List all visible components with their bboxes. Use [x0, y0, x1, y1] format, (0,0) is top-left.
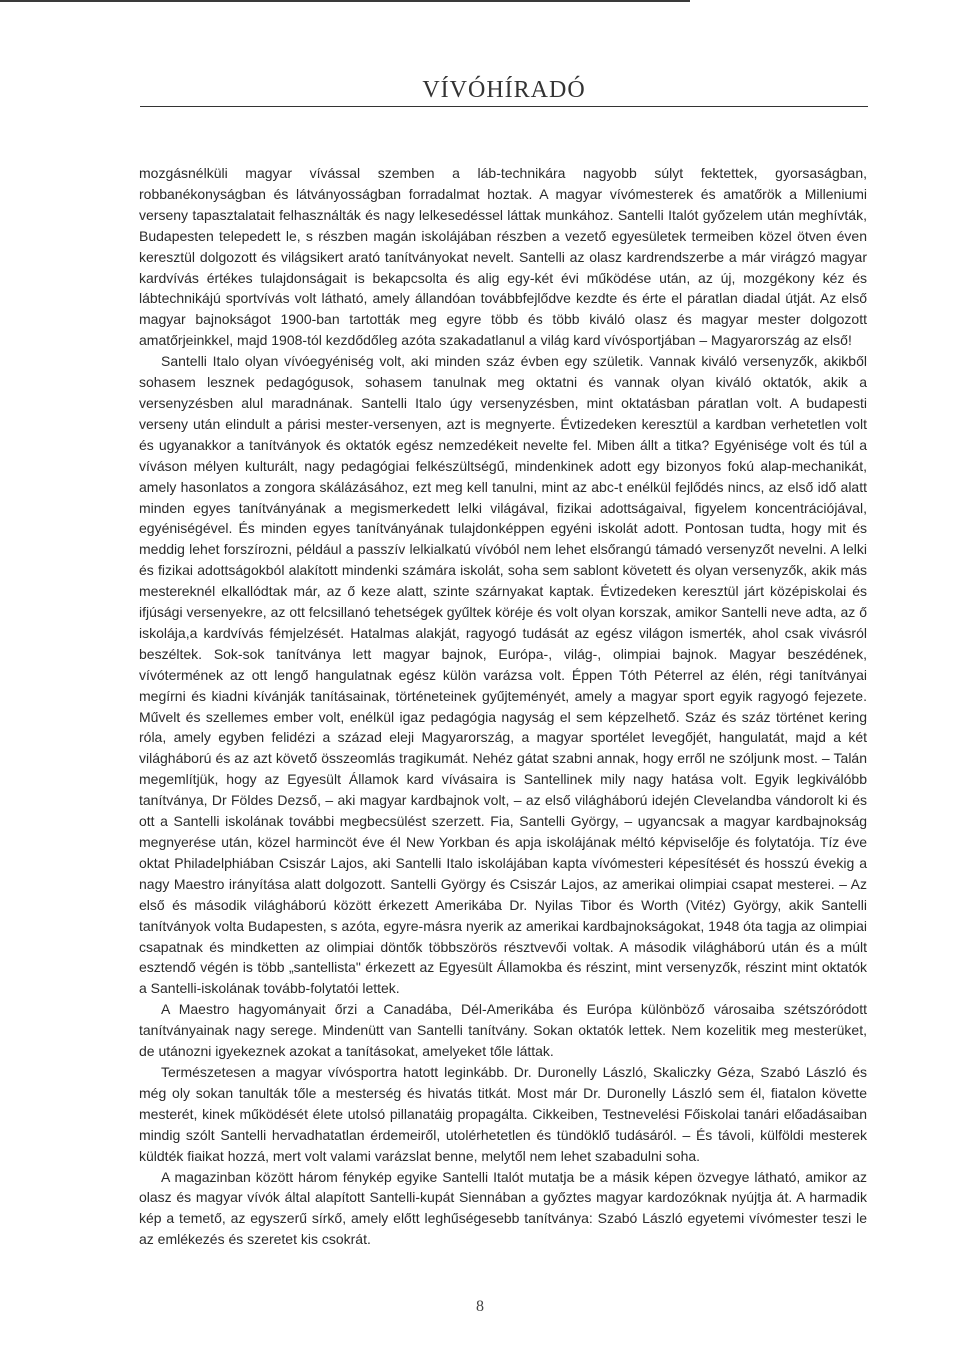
paragraph-5: A magazinban között három fénykép egyike Santelli Italót mutatja be a másik képen özvegye látható, amikor az olasz és magyar vívók által alapított Santelli-kupát Siennában a győztes magyar kardozóknak nyújtja át. A harmadik kép a temető, az egyszerű sírkő, amely előtt leghűségesebb tanítványa: Szabó László egyetemi vívómester teszi le az emlékezés és szeretet kis csokrát. [139, 1168, 867, 1248]
top-scan-rule [0, 0, 690, 7]
running-header [140, 76, 868, 107]
page-title: VÍVÓHÍRADÓ [422, 77, 586, 103]
paragraph-4: Természetesen a magyar vívósportra hatott leginkább. Dr. Duronelly László, Skaliczky Géza, Szabó László és még oly sokan tanulták tőle a mesterség és hivatás titkát. Most már Dr. Duronelly László sem él, fiatalon követte mesterét, kinek működését élete utolsó pillanatáig propagálta. Cikkeiben, Testnevelési Főiskolai tanári előadásaiban mindig szólt Santelli hervadhatatlan érdemeiről, utolérhetetlen és tündöklő tudásáról. – És távoli, külföldi mesterek küldték fiaikat hozzá, mert volt valami varázslat benne, melytől nem lehet szabadulni soha. [139, 1063, 867, 1164]
article-body [139, 163, 867, 1250]
page-number: 8 [476, 1298, 484, 1315]
paragraph-3: A Maestro hagyományait őrzi a Canadába, Dél-Amerikába és Európa különböző városaiba szétszóródott tanítványainak nagy serege. Mindenütt van Santelli tanítvány. Sokan oktatók lettek. Nem kozelitik meg mesterüket, de utánozni igyekeznek azokat a tanításokat, amelyeket tőle láttak. [139, 1001, 867, 1060]
paragraph-1: mozgásnélküli magyar vívással szemben a láb-technikára nagyobb súlyt fektettek, gyorsaságban, robbanékonyságban és látványosságban forradalmat hoztak. A magyar vívómesterek és amatőrök a Milleniumi verseny tapasztalatait felhasználták és nagy lelkesedéssel láttak munkához. Santelli Italót győzelem után meghívták, Budapesten telepedett le, s részben magán iskolájában részben a vezető egyesületek termeiben közel ötven éven keresztül dolgozott és világsikert arató tanítványokat nevelt. Santelli az olasz kardrendszerbe a már virágzó magyar kardvívás értékes tulajdonságait is bekapcsolta és alig egy-két évi működése után, az új, mozgékony kéz és lábtechnikájú sportvívás volt látható, amely állandóan továbbfejlődve kezdte és érte el páratlan diadal útját. Az első magyar bajnokságot 1900-ban tartották meg egyre több és több kiváló olasz és magyar mester dolgozott amatőrjeinkkel, majd 1908-tól kezdődőleg azóta szakadatlanul a világ kard vívósportjában – Magyarország az első! [139, 165, 867, 349]
paragraph-2: Santelli Italo olyan vívóegyéniség volt, aki minden száz évben egy születik. Vannak kiváló versenyzők, akikből sohasem lesznek pedagógusok, sohasem tanulnak meg oktatni és vannak olyan kiváló oktatók, akik a versenyzésben alul maradnának. Santelli Italo úgy versenyzésben, mint oktatásban páratlan volt. A budapesti verseny után elindult a párisi mester-versenyen, azt is megnyerte. Évtizedeken keresztül a kardban verhetetlen volt és ugyanakkor a tanítványok és oktatók egész nemzedékeit nevelte fel. Miben állt a titka? Egyénisége volt és túl a víváson mélyen kulturált, nagy pedagógiai felkészültségű, mindenkinek adott egy bizonyos fokú alap-mechanikát, amely hasonlatos a zongora skálázásához, ezt meg kell tanulni, mint az abc-t enélkül fejlődés nincs, az első idő alatt minden egyes tanítványának a megismerkedett lelki világával, fizikai adottságaival, figyelem koncentrációjával, egyéniségével. És minden egyes tanítványának tulajdonképpen egyéni iskolát adott. Pontosan tudta, hogy mit és meddig lehet forszírozni, például a passzív lelkialkatú vívóból nem lehet elsőrangú támadó versenyzőt nevelni. A lelki és fizikai adottságokból alakított mindenki számára iskolát, soha sem sablont követett és olyan versenyzők, akik más mestereknél elkallódtak már, az ő keze alatt, szinte szárnyakat kaptak. Évtizedeken keresztül járt középiskolai és ifjúsági versenyekre, az ott felcsillanó tehetségek gyűltek köréje és volt olyan korszak, amikor Santelli neve adta, az ő iskolája,a kardvívás fémjelzését. Hatalmas alakját, ragyogó tudását az egész világon ismerték, ahol csak vivásról beszéltek. Sok-sok tanítványa lett magyar bajnok, Európa-, világ-, olimpiai bajnok. Magyar beszédének, vívótermének az ott lengő hangulatnak egész külön varázsa volt. Éppen Tóth Péterrel az élén, régi tanítványai megírni és kiadni kívánják tanításainak, történeteinek gyűjteményét, amely a magyar sport egyik ragyogó fejezete. Művelt és szellemes ember volt, enélkül igaz pedagógia nagyság el sem képzelhető. Száz és száz történet kering róla, amely egyben felidézi a század eleji Magyarország, a magyar sportélet levegőjét, hangulatát, majd a két világháború és az azt követő összeomlás tragikumát. Nehéz gátat szabni annak, hogy erről ne szóljunk most. – Talán megemlítjük, hogy az Egyesült Államok kard vívásaira is Santellinek mily nagy hatása volt. Egyik legkiválóbb tanítványa, Dr Földes Dezső, – aki magyar kardbajnok volt, – az első világháború idején Clevelandba vándorolt ki és ott a Santelli iskolának további megbecsülést szerzett. Fia, Santelli György, – ugyancsak a magyar kardbajnokság megnyerése után, közel harmincöt éve él New Yorkban és apja iskolájának méltó képviselője és folytatója. Tíz éve oktat Philadelphiában Csiszár Lajos, aki Santelli Italo iskolájában kapta vívómesteri képesítését és hosszú évekig a nagy Maestro irányítása alatt dolgozott. Santelli György és Csiszár Lajos, az amerikai olimpiai csapat mesterei. – Az első és második világháború között érkezett Amerikába Dr. Nyilas Tibor és Worth (Vitéz) György, akik Santelli tanítványok volta Budapesten, s azóta, egyre-másra nyerik az amerikai kardbajnokságokat, 1948 óta tagja az olimpiai csapatnak és mindketten az olimpiai döntők többszörös résztvevői voltak. A második világháború után és a múlt esztendő végén is több „santellista" érkezett az Egyesült Államokba és részint, mint versenyzők, részint mint oktatók a Santelli-iskolának tovább-folytatói lettek. [139, 353, 867, 997]
